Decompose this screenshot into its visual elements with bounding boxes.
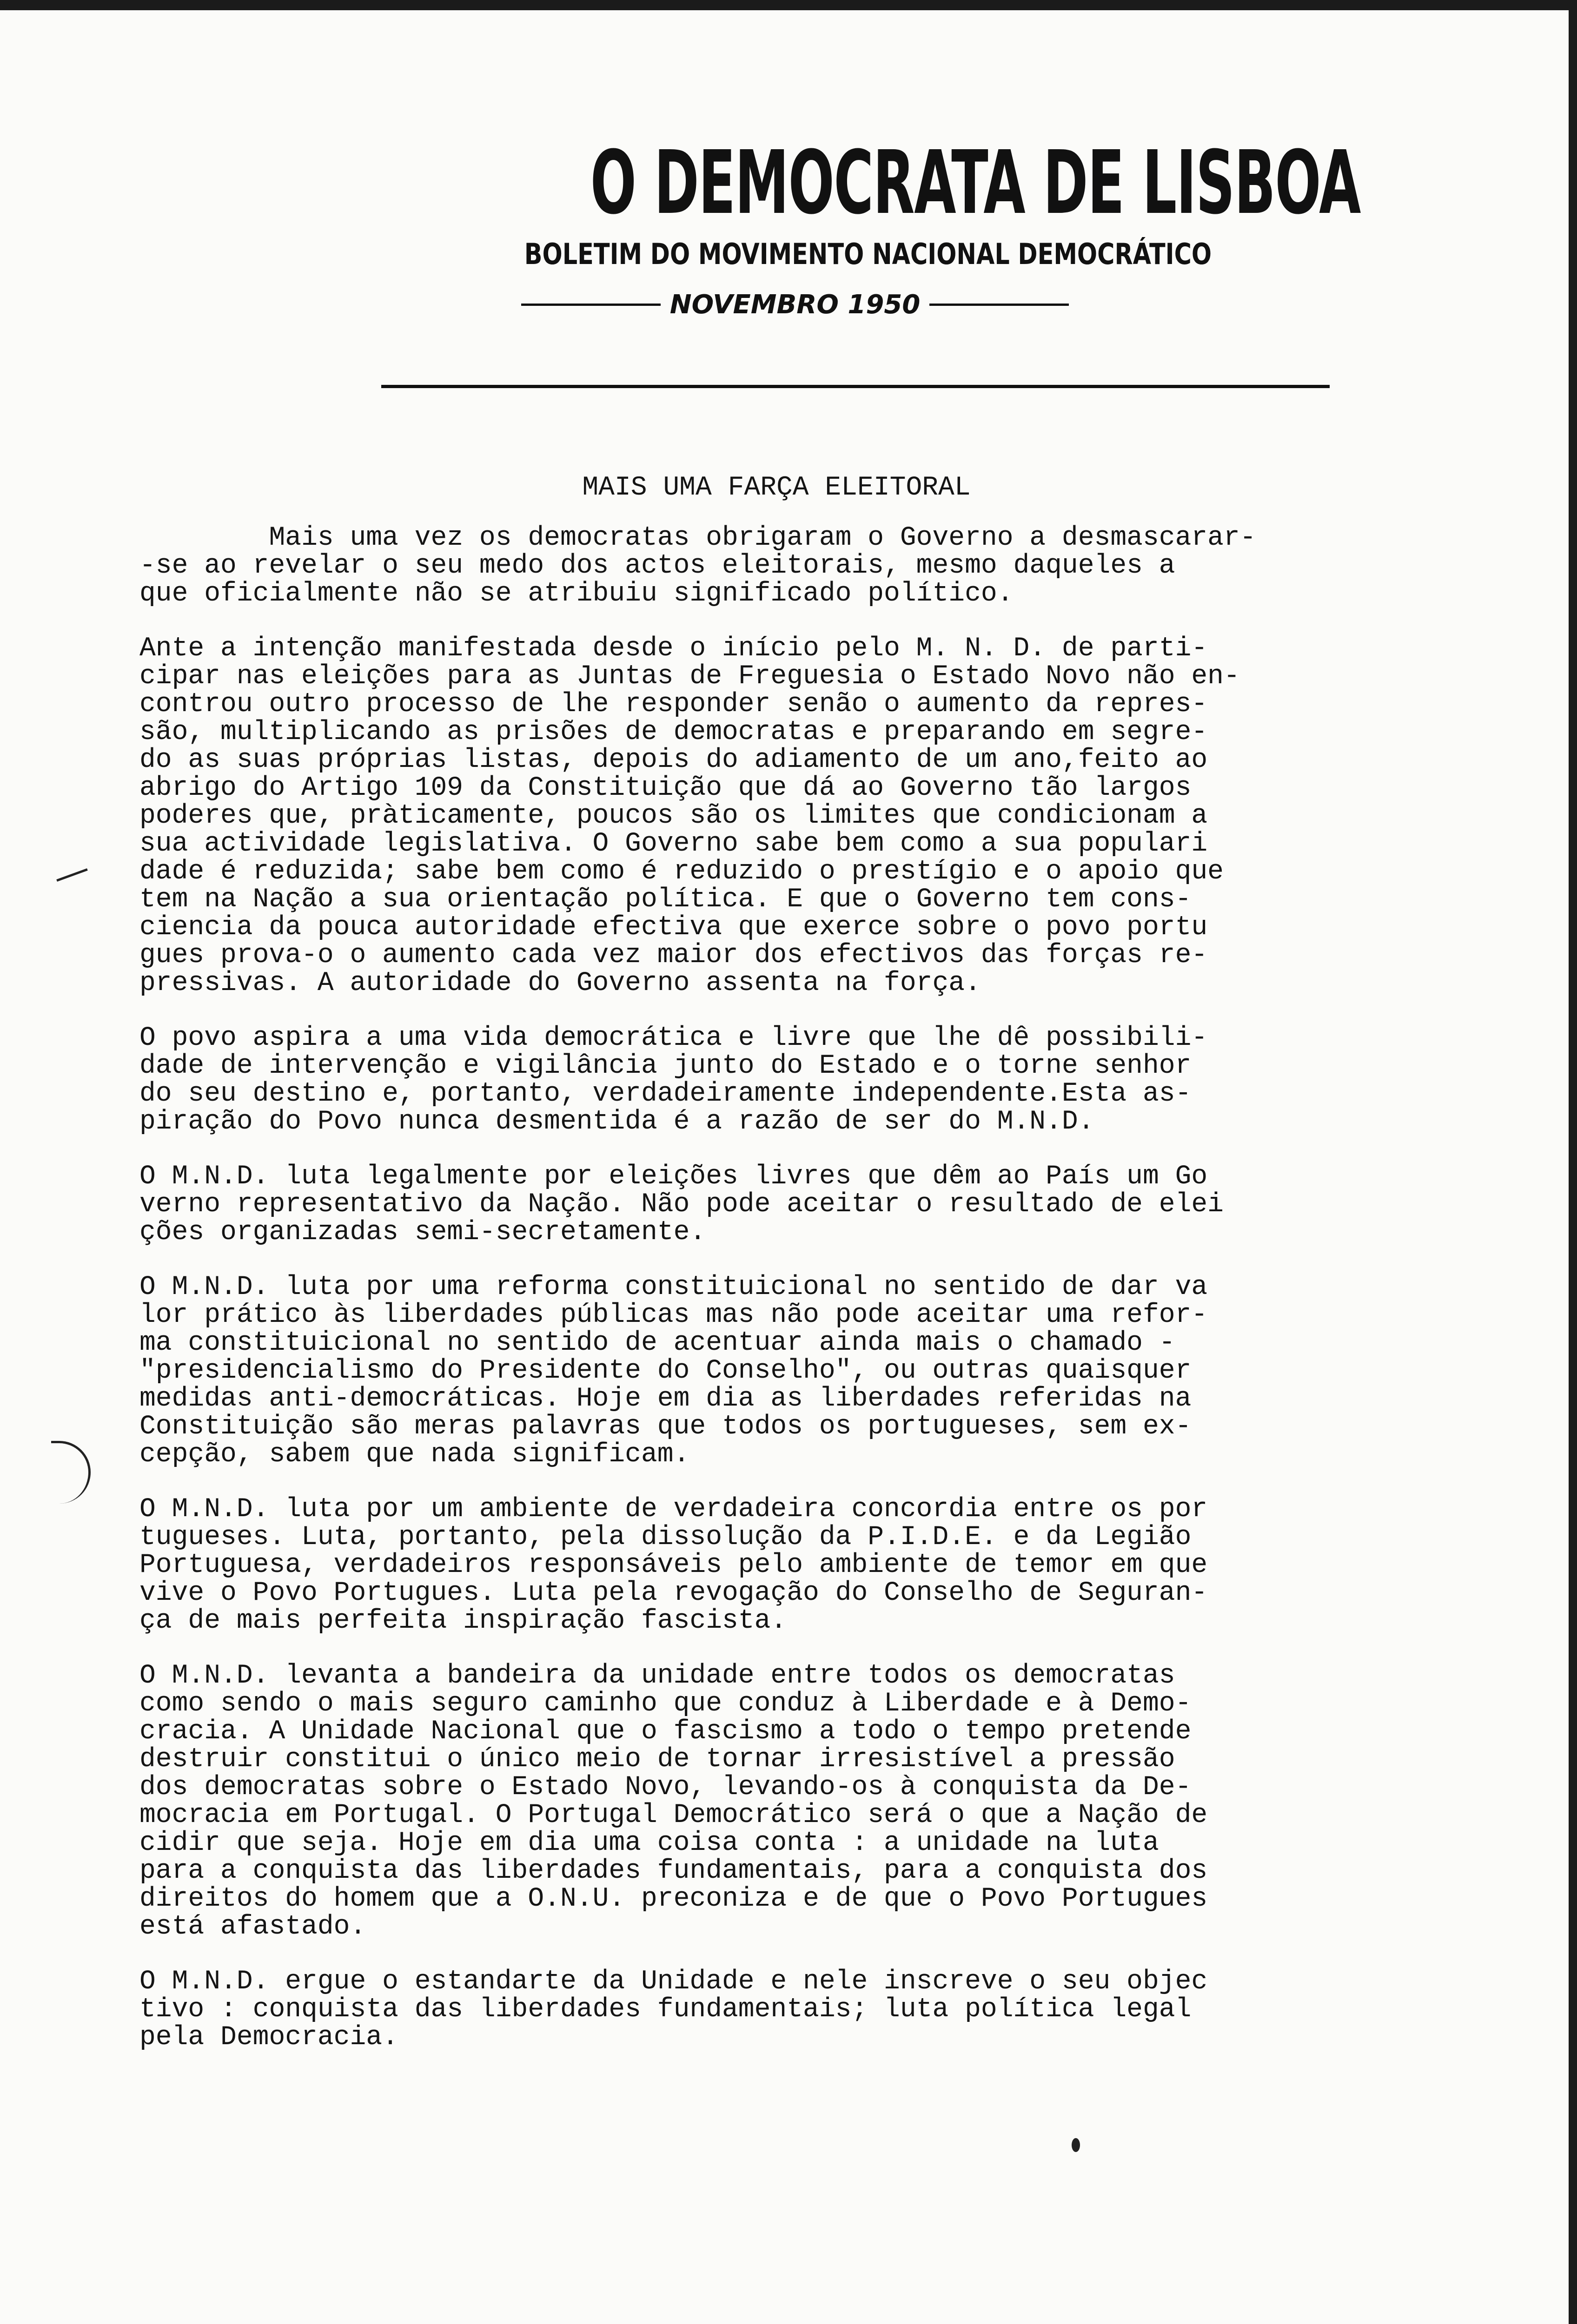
scan-border-top [0, 0, 1577, 10]
issue-date: NOVEMBRO 1950 [669, 290, 921, 320]
article-paragraph: O M.N.D. luta legalmente por eleições livres que dêm ao País um Go verno representativo da Nação. Não pode aceitar o resultado de elei ções organizadas semi-secretamente. [139, 1162, 1224, 1248]
punch-hole-mark [51, 1441, 91, 1504]
article-paragraph: Ante a intenção manifestada desde o início pelo M. N. D. de parti- cipar nas eleições para as Juntas de Freguesia o Estado Novo não en- controu outro processo de lhe responder senão o aumento da repres- são, multiplicando as prisões de democratas e preparando em segre- do as suas próprias listas, depois do adiamento de um ano,feito ao abrigo do Artigo 109 da Constituição que dá ao Governo tão largos poderes que, pràticamente, poucos são os limites que condicionam a sua actividade legislativa. O Governo sabe bem como a sua populari dade é reduzida; sabe bem como é reduzido o prestígio e o apoio que tem na Nação a sua orientação política. E que o Governo tem cons- ciencia da pouca autoridade efectiva que exerce sobre o povo portu gues prova-o o aumento cada vez maior dos efectivos das forças re- pressivas. A autoridade do Governo assenta na força. [139, 634, 1240, 998]
dateline-rule-left [521, 304, 661, 306]
dateline-rule-right [929, 304, 1069, 306]
newspaper-title: O DEMOCRATA DE LISBOA [590, 132, 1361, 234]
masthead [465, 132, 1361, 320]
article-paragraph: O M.N.D. levanta a bandeira da unidade entre todos os democratas como sendo o mais seguro caminho que conduz à Liberdade e à Demo- cracia. A Unidade Nacional que o fascismo a todo o tempo pretende destruir constitui o único meio de tornar irresistível a pressão dos democratas sobre o Estado Novo, levando-os à conquista da De- mocracia em Portugal. O Portugal Democrático será o que a Nação de cidir que seja. Hoje em dia uma coisa conta : a unidade na luta para a conquista das liberdades fundamentais, para a conquista dos direitos do homem que a O.N.U. preconiza e de que o Povo Portugues está afastado. [139, 1661, 1208, 1942]
newspaper-subtitle: BOLETIM DO MOVIMENTO NACIONAL DEMOCRÁTICO [524, 237, 1212, 271]
masthead-rule [381, 385, 1330, 388]
article [139, 474, 1413, 2079]
scan-border-right [1569, 0, 1577, 2324]
margin-mark [56, 868, 87, 882]
article-headline: MAIS UMA FARÇA ELEITORAL [582, 473, 971, 503]
ink-spot [1072, 2138, 1080, 2152]
article-paragraph: Mais uma vez os democratas obrigaram o Governo a desmascarar- -se ao revelar o seu medo dos actos eleitorais, mesmo daqueles a que oficialmente não se atribuiu significado político. [139, 523, 1256, 609]
dateline [465, 290, 1125, 320]
article-paragraph: O M.N.D. luta por uma reforma constituicional no sentido de dar va lor prático às liberdades públicas mas não pode aceitar uma refor- ma constituicional no sentido de acentuar ainda mais o chamado - "presidencialismo do Presidente do Conselho", ou outras quaisquer medidas anti-democráticas. Hoje em dia as liberdades referidas na Constituição são meras palavras que todos os portugueses, sem ex- cepção, sabem que nada significam. [139, 1272, 1208, 1470]
article-paragraph: O povo aspira a uma vida democrática e livre que lhe dê possibili- dade de intervenção e vigilância junto do Estado e o torne senhor do seu destino e, portanto, verdadeiramente independente.Esta as- piração do Povo nunca desmentida é a razão de ser do M.N.D. [139, 1023, 1208, 1137]
article-paragraph: O M.N.D. luta por um ambiente de verdadeira concordia entre os por tugueses. Luta, portanto, pela dissolução da P.I.D.E. e da Legião Portuguesa, verdadeiros responsáveis pelo ambiente de temor em que vive o Povo Portugues. Luta pela revogação do Conselho de Seguran- ça de mais perfeita inspiração fascista. [139, 1494, 1208, 1636]
article-paragraph: O M.N.D. ergue o estandarte da Unidade e nele inscreve o seu objec tivo : conquista das liberdades fundamentais; luta política legal pela Democracia. [139, 1967, 1208, 2053]
